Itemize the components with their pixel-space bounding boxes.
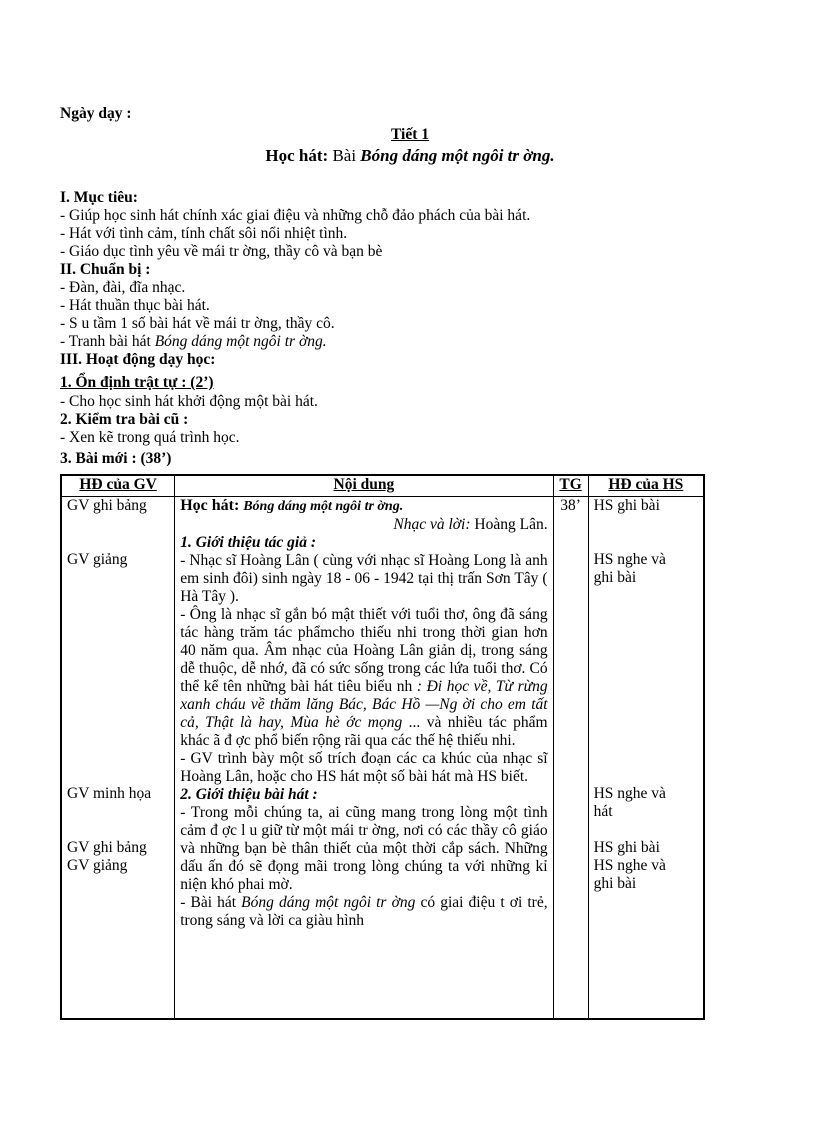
- muc-tieu-item: - Giúp học sinh hát chính xác giai điệu và những chỗ đảo phách của bài hát.: [60, 207, 531, 224]
- hs-activity: HS ghi bài: [593, 839, 660, 856]
- on-dinh-heading: 1. Ổn định trật tự : (2’): [60, 374, 214, 391]
- table-row: [61, 497, 704, 1020]
- chuan-bi-item: - Hát thuần thục bài hát.: [60, 297, 210, 314]
- gv-activities-cell: [61, 497, 175, 1020]
- hs-activity: HS ghi bài: [593, 497, 660, 514]
- chuan-bi-item: - S u tầm 1 số bài hát về mái tr ờng, thầy cô.: [60, 315, 335, 332]
- header-tg: TG: [553, 475, 588, 497]
- title-prefix: Học hát:: [265, 146, 329, 165]
- content-paragraph: - Nhạc sĩ Hoàng Lân ( cùng với nhạc sĩ Hoàng Long là anh em sinh đôi) sinh ngày 18 - 06 - 1942 tại thị trấn Sơn Tây ( Hà Tây ).: [180, 552, 548, 605]
- hs-activity: HS nghe và: [593, 785, 666, 802]
- hs-activity: ghi bài: [593, 875, 637, 892]
- content-p2-songs: : Đi học về, Từ rừng xanh cháu về thăm lăng Bác, Bác Hồ —Ng ời cho em tất cả, Thật là hay, Mùa hè ớc mọng: [180, 678, 548, 731]
- bai-moi-heading: 3. Bài mới : (38’): [60, 450, 172, 467]
- title-bai: Bài: [332, 146, 357, 165]
- tg-cell: [553, 497, 588, 1020]
- muc-tieu-item: - Hát với tình cảm, tính chất sôi nổi nhiệt tình.: [60, 225, 348, 242]
- content-paragraph: [180, 606, 547, 750]
- content-nhac-loi-name: Hoàng Lân.: [474, 516, 548, 533]
- lesson-activity-table: [60, 474, 705, 1020]
- content-song-title: Bóng dáng một ngôi tr ờng.: [243, 499, 404, 514]
- content-paragraph: - Trong mỗi chúng ta, ai cũng mang trong lòng một tình cảm đ ợc l u giữ từ một mái tr ờng, nơi có các thầy cô giáo và những bạn bè thân thiết của một thời cắp sách. Những dấu ấn đó sẽ đọng mãi trong lòng chúng ta với những kỉ niện khó phai mờ.: [180, 804, 548, 893]
- content-paragraph: [180, 894, 547, 930]
- hs-activities-cell: [588, 497, 704, 1020]
- chuan-bi-last-prefix: - Tranh bài hát: [60, 333, 151, 350]
- muc-tieu-item: - Giáo dục tình yêu về mái tr ờng, thầy cô và bạn bè: [60, 243, 383, 260]
- ngay-day-label: Ngày dạy :: [60, 105, 132, 122]
- content-nhac-loi-label: Nhạc và lời:: [393, 516, 471, 533]
- header-noi-dung: Nội dung: [175, 475, 553, 497]
- content-paragraph: - GV trình bày một số trích đoạn các ca khúc của nhạc sĩ Hoàng Lân, hoặc cho HS hát một số bài hát mà HS biết.: [180, 750, 548, 785]
- hs-activity: ghi bài: [593, 569, 637, 586]
- kiem-tra-text: - Xen kẽ trong quá trình học.: [60, 429, 240, 446]
- gv-activity: GV ghi bảng: [67, 497, 147, 514]
- content-hoc-hat: Học hát:: [180, 497, 240, 514]
- content-cell: [175, 497, 553, 1020]
- hs-activity: hát: [593, 803, 613, 820]
- chuan-bi-item: - Đàn, đài, đĩa nhạc.: [60, 279, 186, 296]
- content-p2a: - Ông là nhạc sĩ gắn bó mật thiết với tuổi thơ, ông đã sáng tác hàng trăm tác phẩmcho thiếu nhi trong thời gian hơn 40 năm qua. Âm nhạc của Hoàng Lân giản dị, trong sáng dễ thuộc, dễ nhớ, đã có sức sống trong các lứa tuổi thơ. Có thể kể tên những bài hát tiêu biểu nh: [180, 606, 548, 695]
- header-hd-hs: HĐ của HS: [588, 475, 704, 497]
- content-p2b: ... và nhiều tác phẩm khác ã đ ợc phổ biến rộng rãi qua các thế hệ thiếu nhi.: [180, 714, 548, 749]
- on-dinh-text: - Cho học sinh hát khởi động một bài hát.: [60, 393, 318, 410]
- section-chuan-bi: II. Chuẩn bị :: [60, 261, 151, 278]
- section-hoat-dong: III. Hoạt động dạy học:: [60, 351, 216, 368]
- gv-activity: GV ghi bảng: [67, 839, 147, 856]
- content-gioi-thieu-bai-hat: 2. Giới thiệu bài hát :: [180, 786, 318, 803]
- lesson-title: [60, 146, 760, 166]
- chuan-bi-last-song: Bóng dáng một ngôi tr ờng.: [154, 333, 327, 350]
- header-hd-gv: HĐ của GV: [61, 475, 175, 497]
- lesson-number: Tiết 1: [390, 126, 430, 143]
- content-p5-song: Bóng dáng một ngôi tr ờng: [241, 894, 416, 911]
- content-gioi-thieu-tac-gia: 1. Giới thiệu tác giả :: [180, 534, 316, 551]
- table-header-row: [61, 475, 704, 497]
- title-song: Bóng dáng một ngôi tr ờng.: [360, 146, 555, 165]
- hs-activity: HS nghe và: [593, 551, 666, 568]
- section-muc-tieu: I. Mục tiêu:: [60, 189, 138, 206]
- gv-activity: GV minh họa: [67, 785, 152, 802]
- hs-activity: HS nghe và: [593, 857, 666, 874]
- chuan-bi-item: [60, 333, 327, 351]
- content-p5-rest: có giai điệu t ơi trẻ, trong sáng và lời ca giàu hình: [180, 894, 548, 929]
- kiem-tra-heading: 2. Kiểm tra bài cũ :: [60, 411, 189, 428]
- tg-value: 38’: [560, 497, 581, 514]
- gv-activity: GV giảng: [67, 857, 128, 874]
- gv-activity: GV giảng: [67, 551, 128, 568]
- content-p5-prefix: - Bài hát: [180, 894, 237, 911]
